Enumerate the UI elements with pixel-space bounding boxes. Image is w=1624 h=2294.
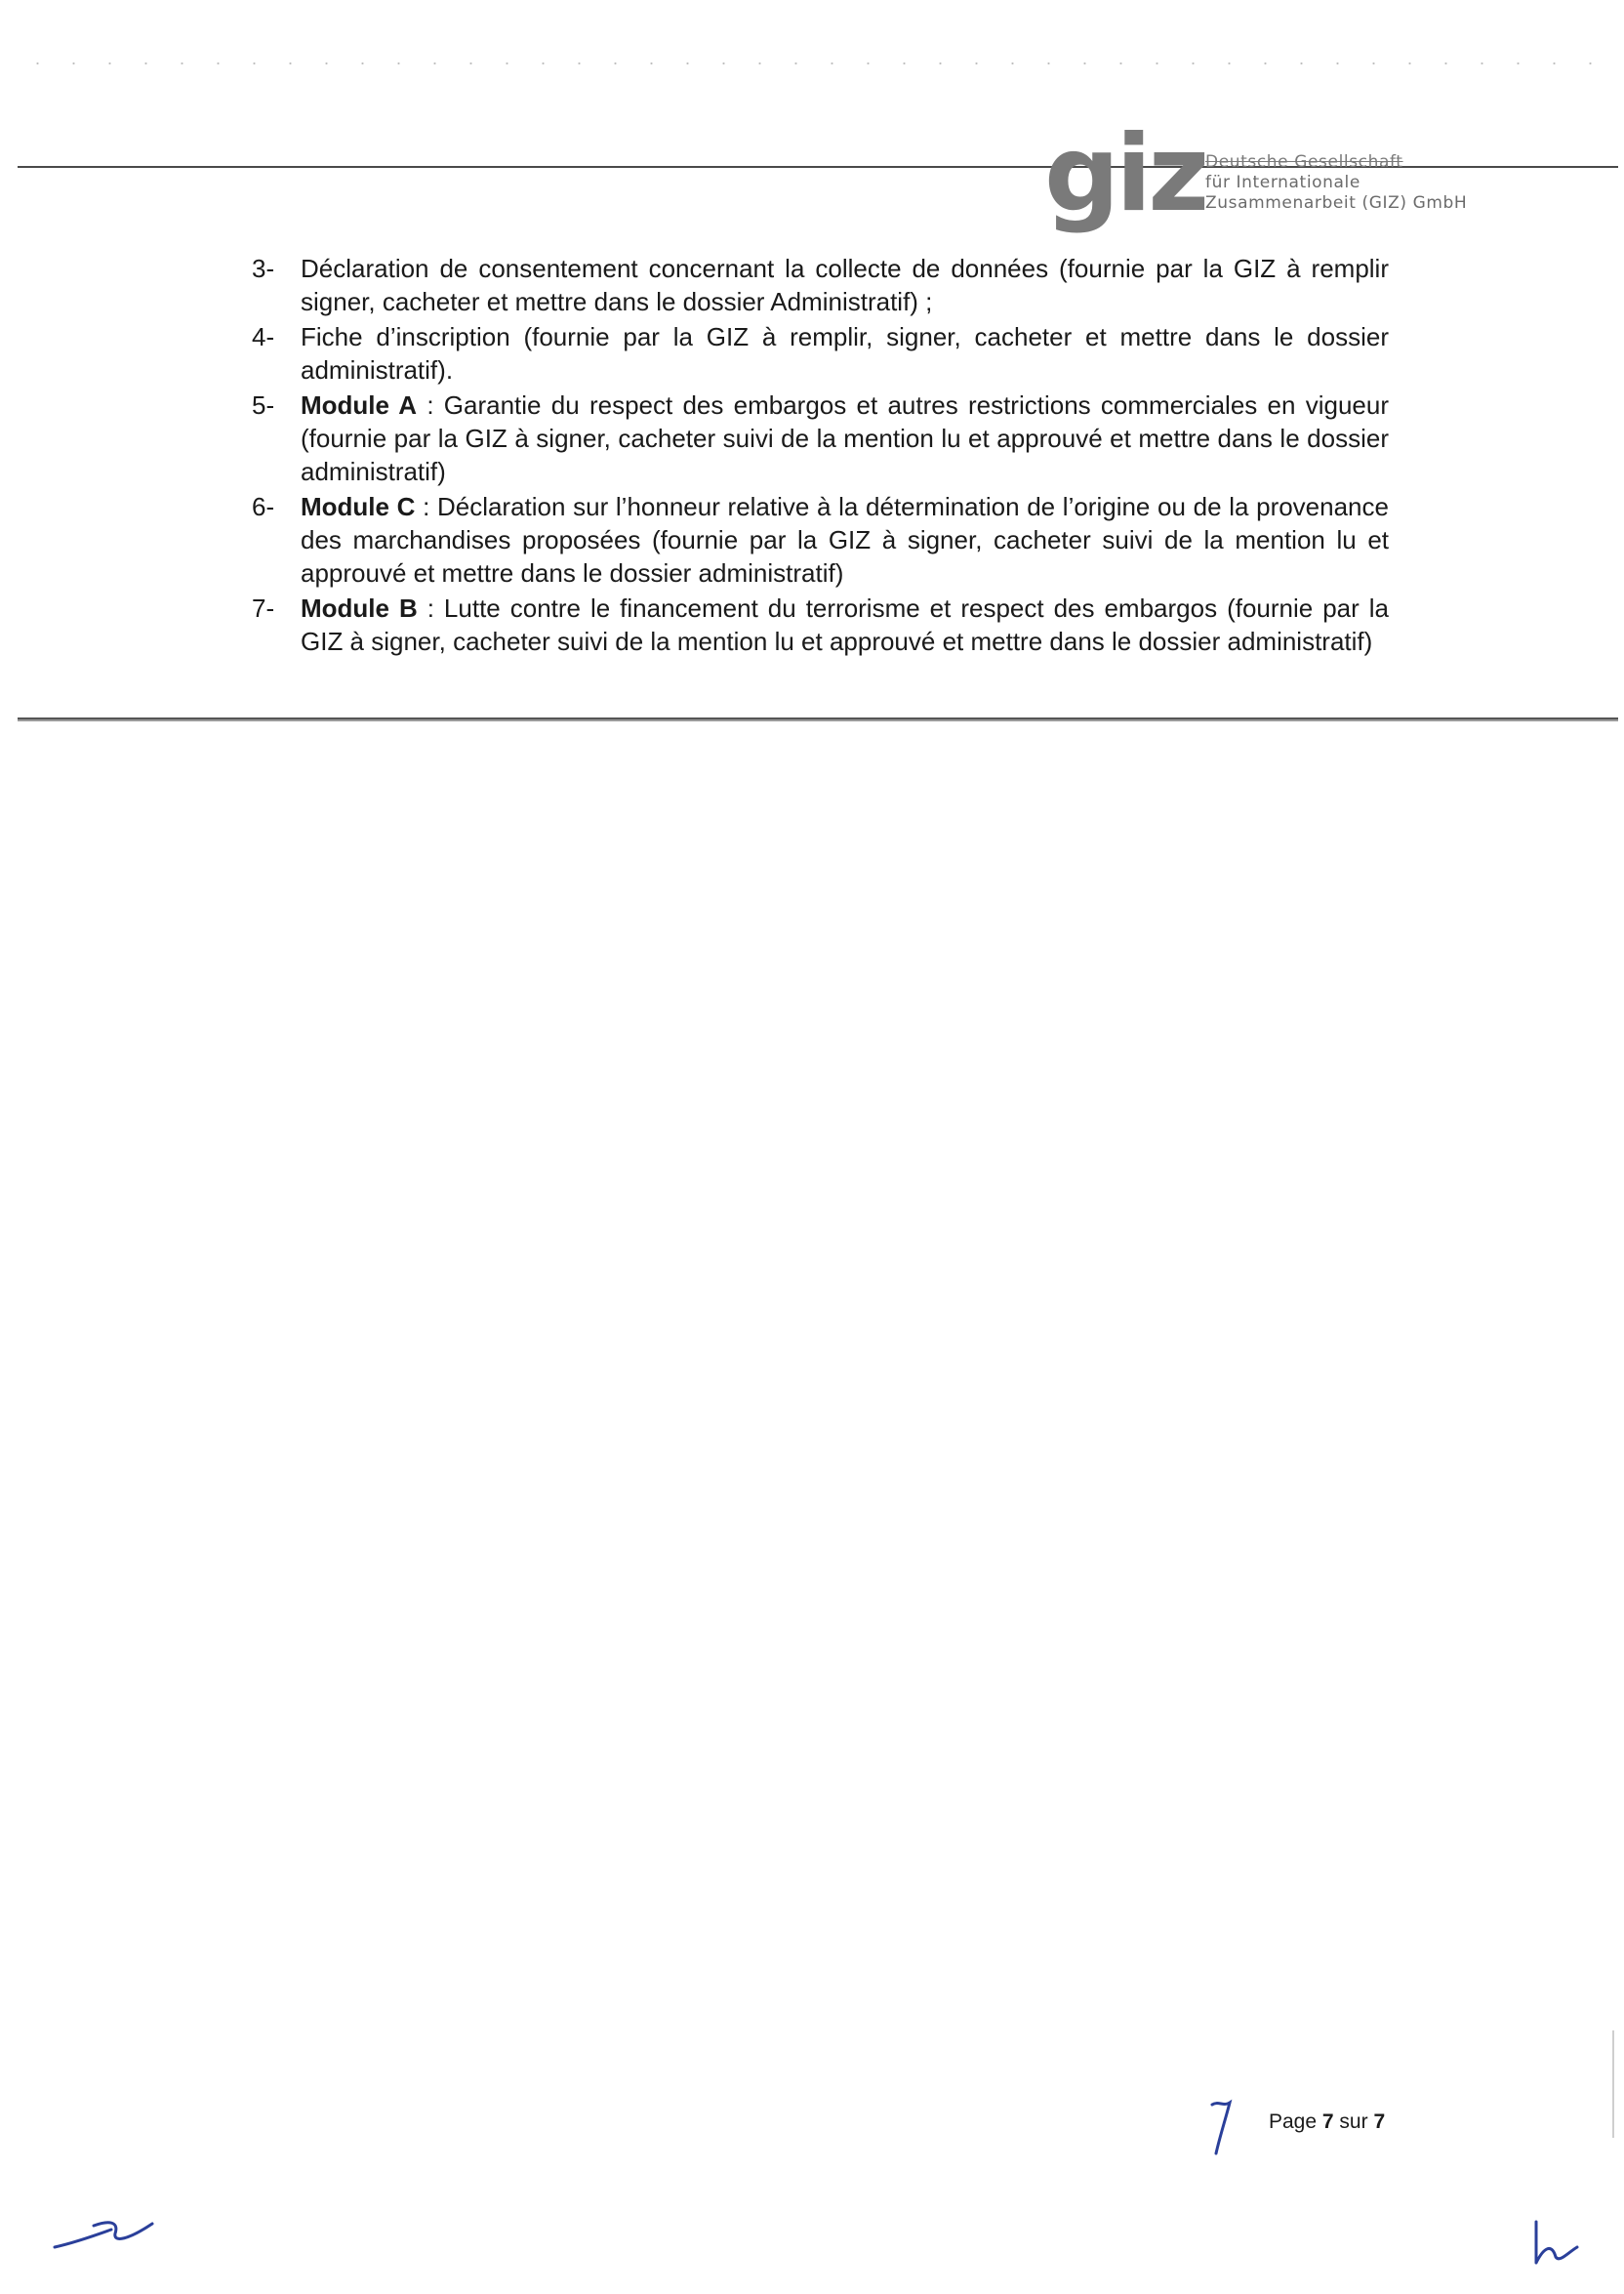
section-rule [18, 717, 1618, 721]
item-label: Module A [301, 390, 418, 420]
item-text: : Lutte contre le financement du terrorisme et respect des embargos (fournie par la GIZ à signer, cacheter suivi de la mention lu et approuvé et mettre dans le dossier administratif) [301, 594, 1389, 656]
page-number [1269, 2110, 1385, 2134]
list-item-6 [252, 490, 1389, 590]
document-list [252, 252, 1389, 660]
list-item-5 [252, 389, 1389, 488]
scan-artifact-edge [1612, 2030, 1614, 2138]
page-total: 7 [1373, 2110, 1386, 2133]
item-number: 7- [252, 594, 275, 623]
list-item-7 [252, 592, 1389, 658]
item-number: 6- [252, 492, 275, 521]
giz-logo-icon [1044, 113, 1206, 235]
item-number: 4- [252, 322, 275, 351]
item-text: : Déclaration sur l’honneur relative à la détermination de l’origine ou de la provenance des marchandises proposées (fournie par la GIZ à signer, cacheter suivi de la mention lu et approuvé et mettre dans le dossier administratif) [301, 492, 1389, 588]
page-sep: sur [1339, 2110, 1368, 2133]
item-label: Module C [301, 492, 416, 521]
page-prefix: Page [1269, 2110, 1318, 2133]
logo-line-3: Zusammenarbeit (GIZ) GmbH [1205, 193, 1468, 213]
item-number: 3- [252, 254, 275, 283]
initials-right-icon [1530, 2218, 1581, 2269]
list-item-4 [252, 320, 1389, 387]
list-item-3 [252, 252, 1389, 318]
page-current: 7 [1321, 2110, 1334, 2133]
item-text: Déclaration de consentement concernant la collecte de données (fournie par la GIZ à remplir signer, cacheter et mettre dans le dossier Administratif) ; [301, 254, 1389, 316]
item-text: : Garantie du respect des embargos et autres restrictions commerciales en vigueur (fournie par la GIZ à signer, cacheter suivi de la mention lu et approuvé et mettre dans le dossier administratif) [301, 390, 1389, 486]
scan-artifact-top [20, 61, 1620, 66]
item-text: Fiche d’inscription (fournie par la GIZ à remplir, signer, cacheter et mettre dans le dossier administratif). [301, 322, 1389, 385]
logo-line-1: Deutsche Gesellschaft [1205, 152, 1403, 172]
handwritten-page-number-icon [1208, 2097, 1238, 2157]
item-number: 5- [252, 390, 275, 420]
initials-left-icon [51, 2214, 158, 2257]
giz-logo-mark [1044, 113, 1206, 235]
logo-line-2: für Internationale [1205, 173, 1360, 192]
item-label: Module B [301, 594, 418, 623]
giz-logo-text [1205, 152, 1557, 214]
svg-text:giz: giz [1044, 113, 1206, 235]
